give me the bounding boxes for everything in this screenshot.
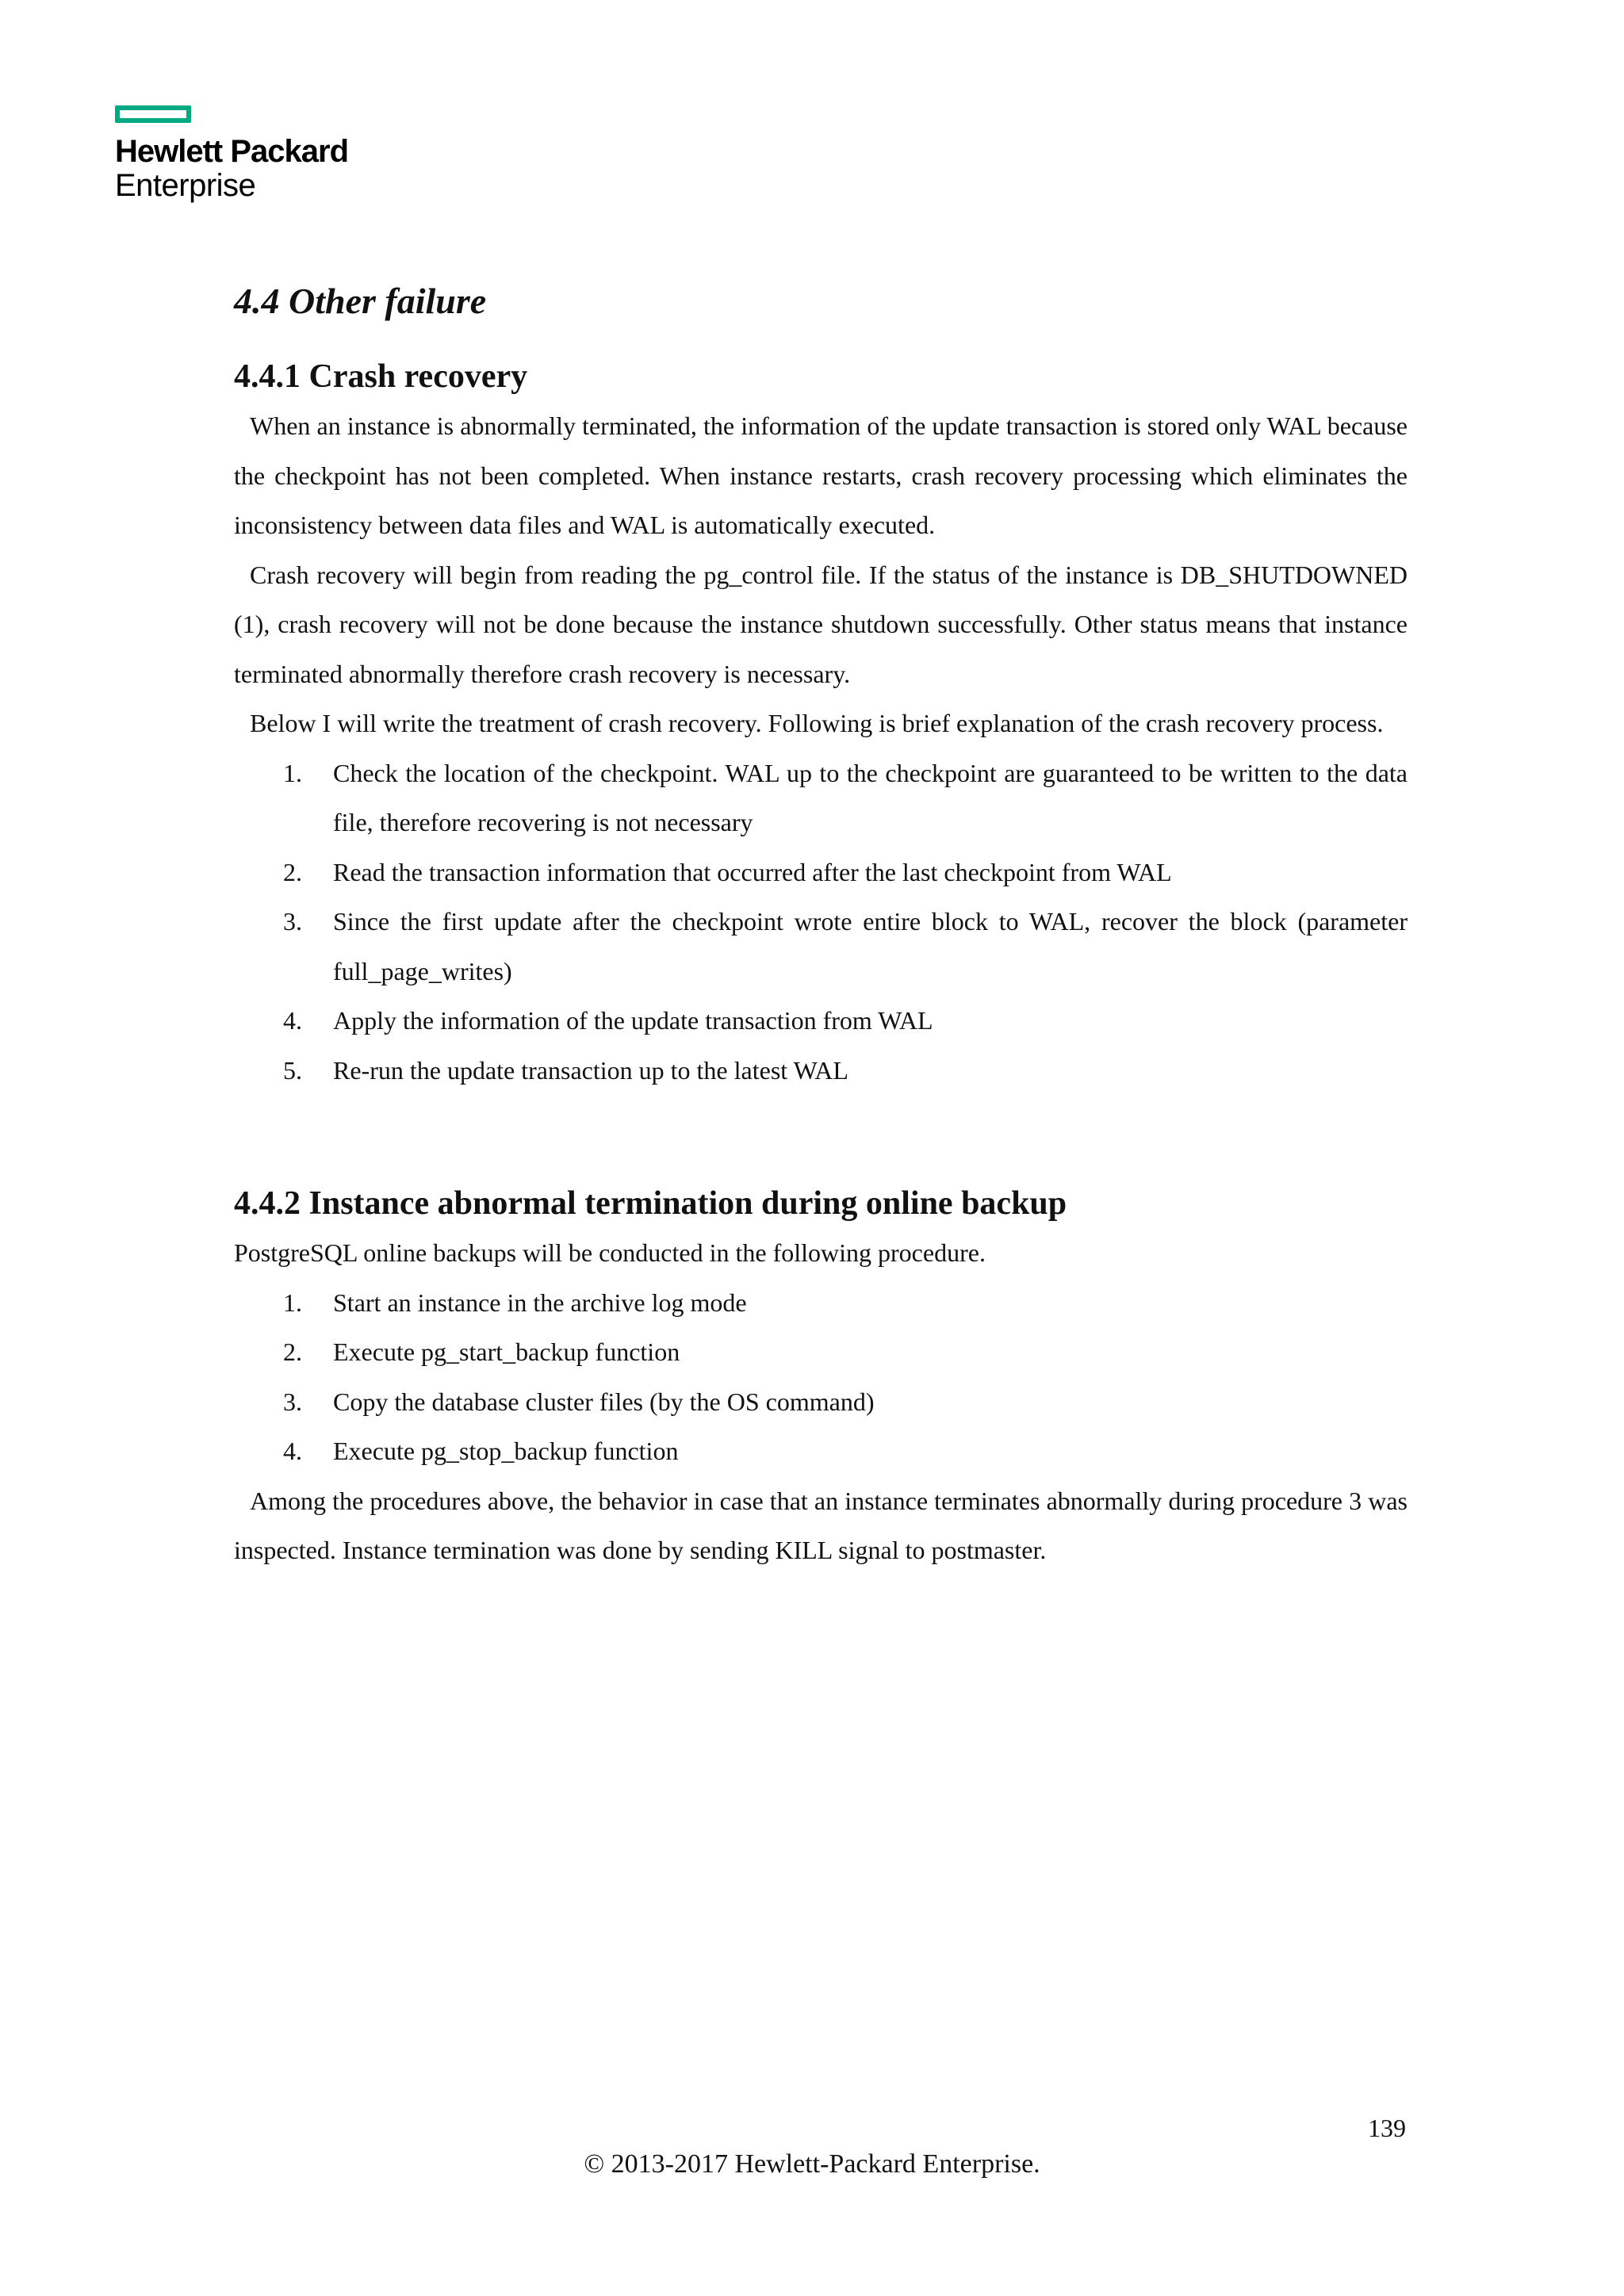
paragraph: Among the procedures above, the behavior in case that an instance terminates abnormally during procedure 3 was inspected. Instance termination was done by sending KILL signal to postmaster.: [234, 1486, 1408, 1564]
subsection-heading-crash-recovery: 4.4.1 Crash recovery: [234, 358, 528, 395]
list-item-text: Execute pg_start_backup function: [333, 1337, 680, 1366]
subsection-heading-abnormal-termination: 4.4.2 Instance abnormal termination during online backup: [234, 1185, 1067, 1222]
logo-text-line2: Enterprise: [115, 168, 256, 203]
list-item: [234, 1426, 1408, 1476]
page-content: [234, 270, 1408, 1575]
list-item-text: Since the first update after the checkpoint wrote entire block to WAL, recover the block (parameter full_page_writes): [333, 907, 1408, 985]
list-item: [234, 848, 1408, 897]
list-item-number: 3.: [283, 907, 302, 936]
list-item-text: Apply the information of the update transaction from WAL: [333, 1006, 933, 1035]
list-item: [234, 897, 1408, 996]
crash-recovery-steps: [234, 748, 1408, 1096]
list-item-number: 1.: [283, 758, 302, 787]
section-title: 4.4 Other failure: [234, 281, 487, 321]
list-item: [234, 996, 1408, 1046]
list-item-number: 4.: [283, 1006, 302, 1035]
list-item-text: Check the location of the checkpoint. WAL up to the checkpoint are guaranteed to be written to the data file, therefore recovering is not necessary: [333, 758, 1408, 836]
paragraph: Crash recovery will begin from reading the pg_control file. If the status of the instance is DB_SHUTDOWNED (1), crash recovery will not be done because the instance shutdown successfully. Other status means that instance terminated abnormally therefore crash recovery is necessary.: [234, 560, 1408, 688]
list-item-number: 4.: [283, 1437, 302, 1465]
logo-text-line1: Hewlett Packard: [115, 134, 349, 169]
paragraph: Below I will write the treatment of crash recovery. Following is brief explanation of the crash recovery process.: [250, 709, 1384, 737]
list-item-text: Re-run the update transaction up to the latest WAL: [333, 1055, 848, 1085]
list-item-text: Copy the database cluster files (by the OS command): [333, 1387, 875, 1416]
list-item-text: Start an instance in the archive log mode: [333, 1288, 747, 1317]
copyright-notice: © 2013-2017 Hewlett-Packard Enterprise.: [584, 2149, 1040, 2179]
paragraph: PostgreSQL online backups will be conducted in the following procedure.: [234, 1238, 986, 1267]
hpe-logo: [115, 105, 369, 202]
list-item: [234, 748, 1408, 848]
list-item-number: 2.: [283, 1337, 302, 1366]
list-item: [234, 1046, 1408, 1096]
list-item-number: 1.: [283, 1288, 302, 1317]
list-item: [234, 1327, 1408, 1377]
list-item-number: 2.: [283, 857, 302, 886]
list-item-number: 3.: [283, 1387, 302, 1416]
hpe-logo-bar-icon: [115, 105, 191, 123]
online-backup-steps: [234, 1278, 1408, 1476]
paragraph: When an instance is abnormally terminated, the information of the update transaction is stored only WAL because the checkpoint has not been completed. When instance restarts, crash recovery processing which eliminates the inconsistency between data files and WAL is automatically executed.: [234, 411, 1408, 539]
page-number: 139: [1368, 2114, 1406, 2142]
list-item-text: Execute pg_stop_backup function: [333, 1437, 679, 1465]
list-item-number: 5.: [283, 1055, 302, 1085]
list-item: [234, 1278, 1408, 1328]
list-item-text: Read the transaction information that occurred after the last checkpoint from WAL: [333, 857, 1172, 886]
list-item: [234, 1377, 1408, 1427]
